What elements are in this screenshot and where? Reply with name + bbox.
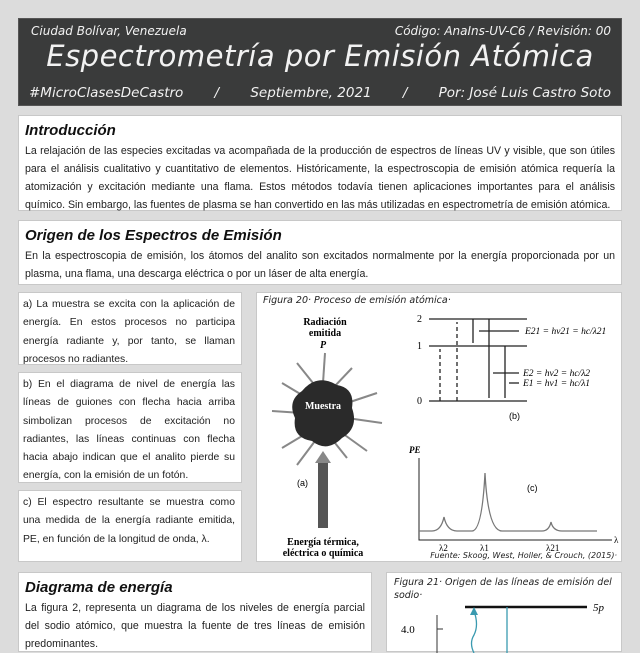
level-1: 1	[417, 341, 422, 352]
eq-e21: E21 = hν21 = hc/λ21	[525, 327, 607, 337]
energy-arrow-icon	[315, 451, 331, 463]
author: Por: José Luis Castro Soto	[438, 85, 611, 101]
point-a-text: a) La muestra se excita con la aplicación de energía. En estos procesos no participa energía radiante y, por tanto, se llaman procesos no radiantes.	[23, 299, 235, 365]
page-title: Espectrometría por Emisión Atómica	[46, 39, 594, 73]
level-2: 2	[417, 314, 422, 325]
rad-label-1: Radiación	[303, 317, 347, 328]
energy-label-2: eléctrica o química	[282, 548, 364, 559]
intro-text: La relajación de las especies excitadas va acompañada de la producción de espectros de líneas UV y visible, que son útiles para el análisis cualitativo y cuantitativo de elementos. Históricamente, la espectroscopia de emisión atómica requería la atomización y excitación mediante una flama. Estos métodos todavía tienen aplicaciones importantes para el análisis químico. Sin embargo, las fuentes de plasma se han convertido en las más utilizadas en espectrometría de emisión atómica.	[25, 145, 615, 211]
point-c	[18, 490, 242, 562]
spectrum-ylabel: PE	[409, 445, 421, 455]
intro-section	[18, 115, 622, 211]
origin-section	[18, 220, 622, 285]
sodium-levels-figure	[387, 573, 623, 653]
location: Ciudad Bolívar, Venezuela	[31, 24, 187, 38]
xlabel: λ	[614, 535, 619, 545]
diagram-section	[18, 572, 372, 652]
point-c-text: c) El espectro resultante se muestra como una medida de la energía radiante emitida, PE, en función de la longitud de onda, λ.	[23, 497, 235, 545]
label-c: (c)	[527, 483, 538, 493]
diagram-title: Diagrama de energía	[25, 579, 173, 596]
rad-label-2: emitida	[308, 328, 342, 339]
energy-levels	[429, 319, 527, 401]
figure-mark	[335, 443, 347, 458]
date: Septiembre, 2021	[250, 85, 372, 101]
label-a: (a)	[297, 478, 308, 488]
figure-21	[386, 572, 622, 652]
energy-label-1: Energía térmica,	[287, 537, 359, 548]
energy-arrow-shaft	[318, 463, 328, 528]
emission-process-figure	[257, 293, 623, 563]
hashtag: #MicroClasesDeCastro	[29, 85, 184, 101]
tick-4: 4.0	[401, 624, 415, 636]
figure-mark	[472, 611, 477, 653]
header-banner	[18, 18, 622, 106]
tick-l21: λ21	[546, 543, 560, 553]
figure-21-caption: Figura 21· Origen de las líneas de emisión del sodio·	[394, 577, 612, 601]
intro-title: Introducción	[25, 122, 116, 139]
origin-title: Origen de los Espectros de Emisión	[25, 227, 282, 244]
diagram-text: La figura 2, representa un diagrama de los niveles de energía parcial del sodio atómico, que muestra la fuente de tres líneas de emisión predominantes.	[25, 602, 365, 650]
level-5p: 5p	[593, 602, 604, 614]
sample-blob-icon	[292, 380, 354, 446]
figure-20	[256, 292, 622, 562]
pe-label: P	[319, 340, 327, 351]
document-code: Código: AnaIns-UV-C6 / Revisión: 00	[394, 24, 611, 38]
separator: /	[402, 85, 408, 101]
tick-l1: λ1	[480, 543, 489, 553]
spectrum-axes	[419, 458, 612, 540]
figure-mark	[297, 441, 315, 465]
label-b: (b)	[509, 411, 520, 421]
point-a	[18, 292, 242, 365]
figure-mark	[342, 433, 367, 451]
figure-mark	[323, 353, 325, 383]
eq-e1: E1 = hν1 = hc/λ1	[523, 379, 591, 389]
tick-l2: λ2	[439, 543, 448, 553]
point-b	[18, 372, 242, 483]
spectrum-line	[419, 473, 597, 531]
header-byline	[29, 85, 611, 101]
sample-label: Muestra	[304, 401, 342, 412]
point-b-text: b) En el diagrama de nivel de energía las líneas de guiones con flecha hacia arriba simbolizan procesos de excitación no radiantes, las líneas continuas con flecha hacia abajo indican que el analito pierde su energía, con la emisión de un fotón.	[23, 379, 235, 482]
origin-text: En la espectroscopia de emisión, los átomos del analito son excitados normalmente por la energía proporcionada por un plasma, una flama, una descarga eléctrica o por un láser de alta energía.	[25, 250, 615, 280]
separator: /	[214, 85, 220, 101]
eq-e2: E2 = hν2 = hc/λ2	[523, 369, 591, 379]
level-0: 0	[417, 396, 422, 407]
figure-20-caption: Figura 20· Proceso de emisión atómica·	[263, 295, 451, 306]
figure-20-source: Fuente: Skoog, West, Holler, & Crouch, (2015)·	[430, 551, 617, 560]
